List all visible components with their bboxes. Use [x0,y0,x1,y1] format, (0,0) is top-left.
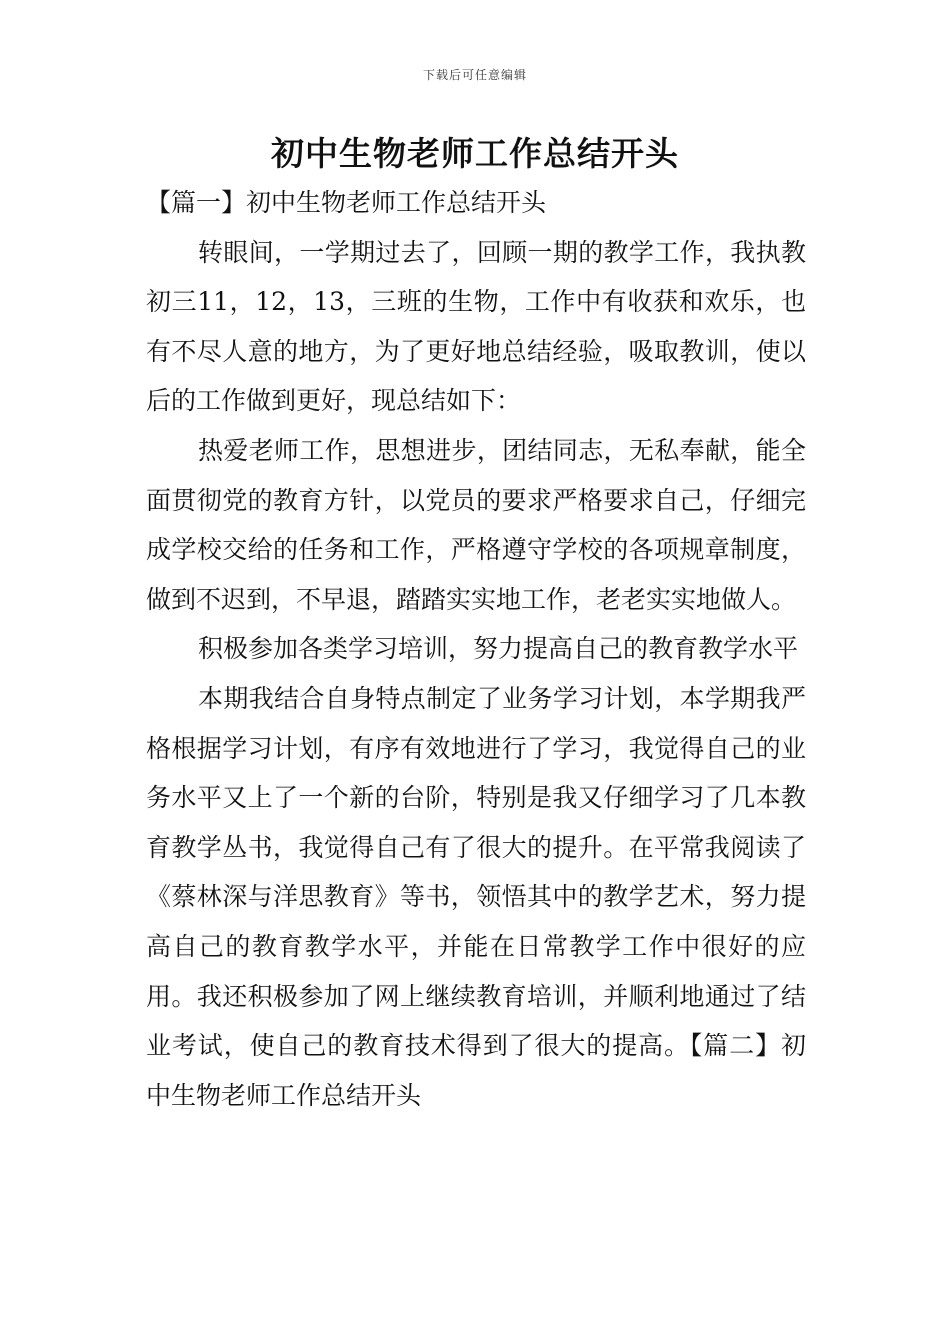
document-body [146,178,806,1120]
body-paragraph: 积极参加各类学习培训，努力提高自己的教育教学水平 [198,634,799,664]
body-paragraph: 热爱老师工作，思想进步，团结同志，无私奉献，能全面贯彻党的教育方针，以党员的要求严格要求自己，仔细完成学校交给的任务和工作，严格遵守学校的各项规章制度，做到不迟到，不早退，踏踏实实地工作，老老实实地做人。 [146,435,806,614]
body-paragraph: 本期我结合自身特点制定了业务学习计划，本学期我严格根据学习计划，有序有效地进行了学习，我觉得自己的业务水平又上了一个新的台阶，特别是我又仔细学习了几本教育教学丛书，我觉得自己有了很大的提升。在平常我阅读了《蔡林深与洋思教育》等书，领悟其中的教学艺术，努力提高自己的教育教学水平，并能在日常教学工作中很好的应用。我还积极参加了网上继续教育培训，并顺利地通过了结业考试，使自己的教育技术得到了很大的提高。【篇二】初中生物老师工作总结开头 [146,683,806,1110]
header-note: 下载后可任意编辑 [422,68,527,82]
body-paragraph: 转眼间，一学期过去了，回顾一期的教学工作，我执教初三11，12，13，三班的生物，工作中有收获和欢乐，也有不尽人意的地方，为了更好地总结经验，吸取教训，使以后的工作做到更好，现总结如下： [146,237,806,416]
section-heading: 【篇一】初中生物老师工作总结开头 [146,188,547,217]
document-title: 初中生物老师工作总结开头 [271,134,679,173]
